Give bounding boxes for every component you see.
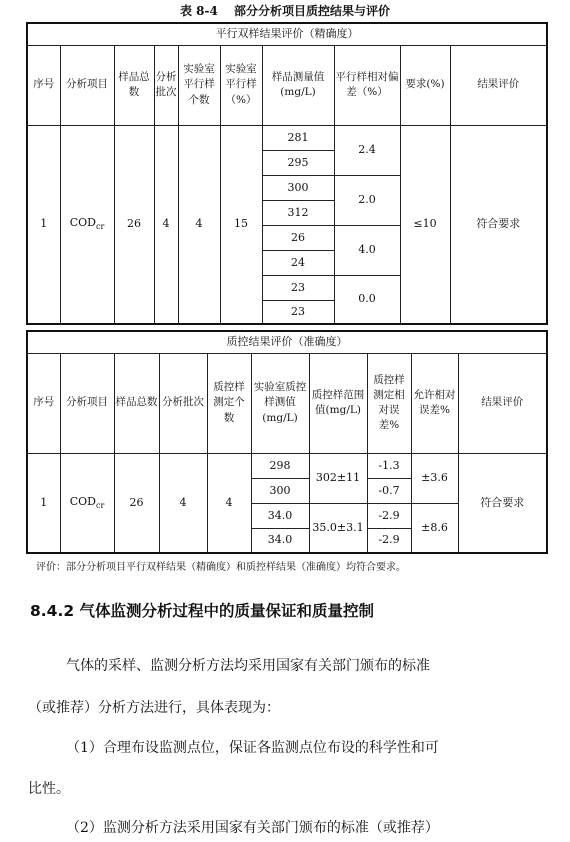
header-total: 样品总数 <box>114 353 159 453</box>
header-qc-measurement: 实验室质控样测值(mg/L) <box>251 353 309 453</box>
cell-item: $COD_{cr}$ <box>60 125 114 324</box>
cell-qc-count: 4 <box>207 453 251 553</box>
table-title: 表 8-4 部分分析项目质控结果与评价 <box>179 4 391 18</box>
accuracy-table <box>26 330 548 554</box>
cell-measurement: 312 <box>262 200 334 225</box>
cell-measurement: 281 <box>262 125 334 150</box>
paragraph-line: 比性。 <box>28 781 70 797</box>
cell-total: 26 <box>114 453 159 553</box>
header-total: 样品总数 <box>114 45 154 125</box>
header-parallel-count: 实验室平行样个数 <box>178 45 220 125</box>
evaluation-note: 评价：部分分析项目平行双样结果（精确度）和质控样结果（准确度）均符合要求。 <box>36 562 406 573</box>
header-deviation: 平行样相对偏差（%） <box>334 45 400 125</box>
cell-seq: 1 <box>27 125 60 324</box>
cell-qc-range: 35.0±3.1 <box>309 503 367 553</box>
header-measurement: 样品测量值(mg/L) <box>262 45 334 125</box>
cell-evaluation: 符合要求 <box>450 125 547 324</box>
paragraph-line: （2）监测分析方法采用国家有关部门颁布的标准（或推荐） <box>66 820 439 836</box>
header-item: 分析项目 <box>60 45 114 125</box>
cell-measurement: 300 <box>262 175 334 200</box>
cell-measurement: 24 <box>262 250 334 275</box>
precision-table <box>26 22 548 325</box>
cell-seq: 1 <box>27 453 60 553</box>
header-allowed-error: 允许相对误差% <box>411 353 458 453</box>
cell-total: 26 <box>114 125 154 324</box>
cell-requirement: ≤10 <box>400 125 450 324</box>
cell-qc-error: -2.9 <box>367 503 411 528</box>
cell-qc-error: -0.7 <box>367 478 411 503</box>
header-seq: 序号 <box>27 353 60 453</box>
cell-measurement: 295 <box>262 150 334 175</box>
cell-measurement: 23 <box>262 300 334 324</box>
cell-allowed-error: ±8.6 <box>411 503 458 553</box>
cell-qc-measurement: 34.0 <box>251 528 309 553</box>
header-parallel-pct: 实验室平行样（%） <box>220 45 262 125</box>
section-heading: 8.4.2 气体监测分析过程中的质量保证和质量控制 <box>30 602 375 620</box>
header-seq: 序号 <box>27 45 60 125</box>
cell-parallel-pct: 15 <box>220 125 262 324</box>
cell-item: $COD_{cr}$ <box>60 453 114 553</box>
header-batches: 分析批次 <box>159 353 207 453</box>
header-qc-count: 质控样测定个数 <box>207 353 251 453</box>
cell-parallel-count: 4 <box>178 125 220 324</box>
cell-batches: 4 <box>159 453 207 553</box>
cell-qc-error: -1.3 <box>367 453 411 478</box>
cell-measurement: 23 <box>262 275 334 300</box>
header-evaluation: 结果评价 <box>450 45 547 125</box>
cell-qc-measurement: 298 <box>251 453 309 478</box>
cell-measurement: 26 <box>262 225 334 250</box>
header-qc-range: 质控样范围值(mg/L) <box>309 353 367 453</box>
header-qc-error: 质控样测定相对误差% <box>367 353 411 453</box>
cell-allowed-error: ±3.6 <box>411 453 458 503</box>
cell-deviation: 4.0 <box>334 225 400 275</box>
paragraph-line: 气体的采样、监测分析方法均采用国家有关部门颁布的标准 <box>66 658 430 674</box>
cell-deviation: 2.4 <box>334 125 400 175</box>
cell-evaluation: 符合要求 <box>458 453 547 553</box>
header-requirement: 要求(%) <box>400 45 450 125</box>
header-evaluation: 结果评价 <box>458 353 547 453</box>
cell-deviation: 0.0 <box>334 275 400 324</box>
header-batches: 分析批次 <box>154 45 178 125</box>
paragraph-line: （1）合理布设监测点位，保证各监测点位布设的科学性和可 <box>66 740 439 756</box>
cell-qc-error: -2.9 <box>367 528 411 553</box>
precision-section-title: 平行双样结果评价（精确度） <box>27 23 547 45</box>
accuracy-section-title: 质控结果评价（准确度） <box>27 331 547 353</box>
cell-qc-measurement: 34.0 <box>251 503 309 528</box>
cell-qc-measurement: 300 <box>251 478 309 503</box>
cell-batches: 4 <box>154 125 178 324</box>
paragraph-line: （或推荐）分析方法进行，具体表现为： <box>28 700 280 716</box>
cell-deviation: 2.0 <box>334 175 400 225</box>
cell-qc-range: 302±11 <box>309 453 367 503</box>
header-item: 分析项目 <box>60 353 114 453</box>
